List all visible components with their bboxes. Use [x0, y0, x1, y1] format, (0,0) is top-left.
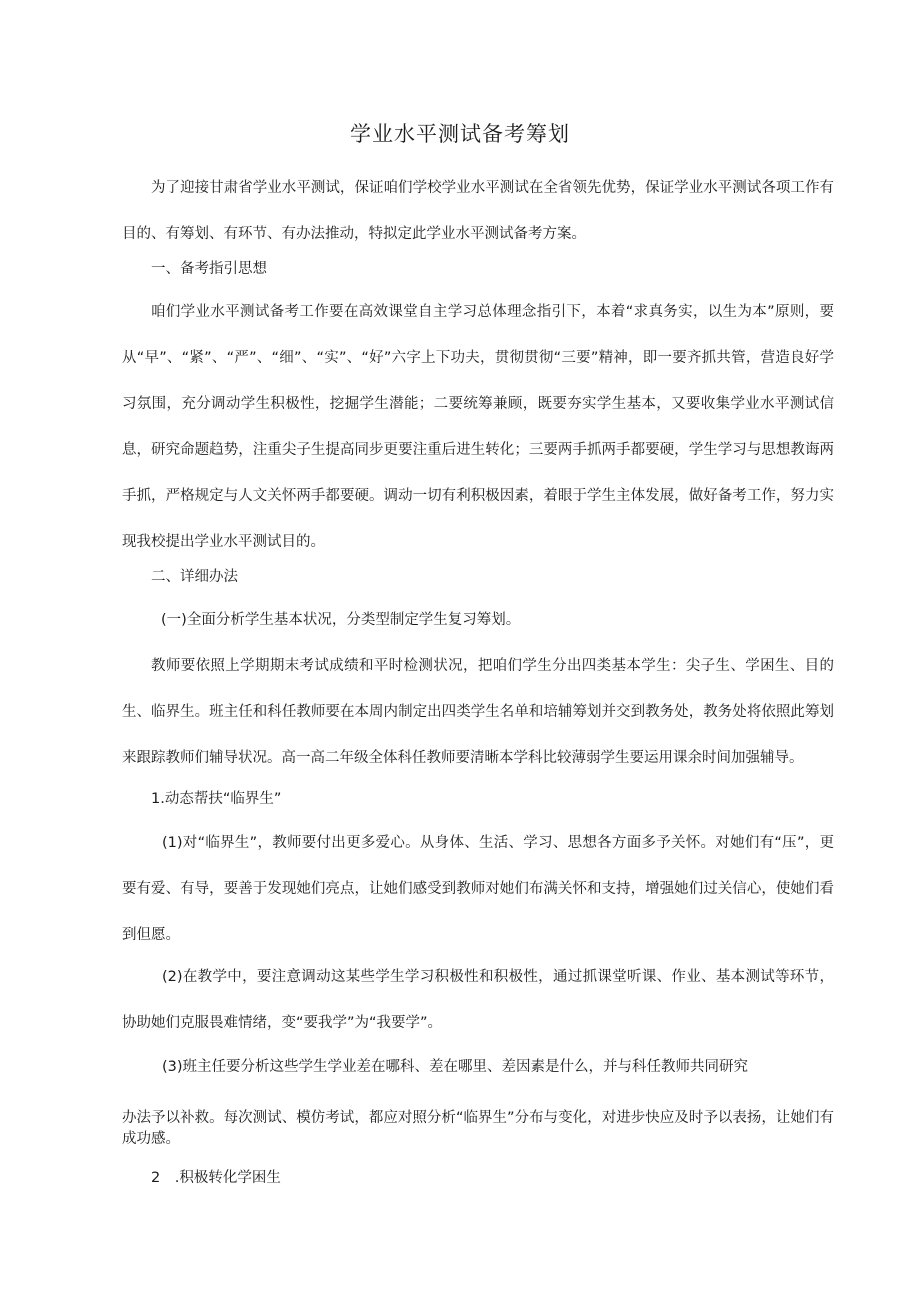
section-heading-measures: 二、详细办法 — [151, 569, 238, 585]
item-heading-struggling-students: 2 .积极转化学困生 — [151, 1170, 281, 1186]
analysis-paragraph: 教师要依照上学期期末考试成绩和平时检测状况，把咱们学生分出四类基本学生：尖子生、学困生、目的生、临界生。班主任和科任教师要在本周内制定出四类学生名单和培辅筹划并交到教务处，教务处将依照此筹划来跟踪教师们辅导状况。高一高二年级全体科任教师要清晰本学科比较薄弱学生要运用课余时间加强辅导。 — [122, 658, 834, 766]
borderline-paragraph-2: (2)在教学中，要注意调动这某些学生学习积极性和积极性，通过抓课堂听课、作业、基本测试等环节，协助她们克服畏难情绪，变“要我学”为“我要学”。 — [122, 969, 834, 1031]
intro-paragraph: 为了迎接甘肃省学业水平测试，保证咱们学校学业水平测试在全省领先优势，保证学业水平测试各项工作有目的、有筹划、有环节、有办法推动，特拟定此学业水平测试备考方案。 — [122, 180, 834, 242]
borderline-paragraph-3-line-1: (3)班主任要分析这些学生学业差在哪科、差在哪里、差因素是什么，并与科任教师共同研究 — [162, 1059, 749, 1075]
item-heading-borderline-students: 1.动态帮扶“临界生” — [151, 791, 282, 807]
borderline-paragraph-3-line-2: 办法予以补救。每次测试、模仿考试，都应对照分析“临界生”分布与变化，对进步快应及时予以表扬，让她们有成功感。 — [122, 1110, 834, 1147]
document-title: 学业水平测试备考筹划 — [350, 122, 570, 146]
subsection-heading-analysis: (一)全面分析学生基本状况，分类型制定学生复习筹划。 — [161, 612, 521, 628]
guiding-thought-paragraph: 咱们学业水平测试备考工作要在高效课堂自主学习总体理念指引下，本着“求真务实，以生为本”原则，要从“早”、“紧”、“严”、“细”、“实”、“好”六字上下功夫，贯彻贯彻“三要”精神，即一要齐抓共管，营造良好学习氛围，充分调动学生积极性，挖掘学生潜能；二要统筹兼顾，既要夯实学生基本，又要收集学业水平测试信息，研究命题趋势，注重尖子生提高同步更要注重后进生转化；三要两手抓两手都要硬，学生学习与思想教诲两手抓，严格规定与人文关怀两手都要硬。调动一切有利积极因素，着眼于学生主体发展，做好备考工作，努力实现我校提出学业水平测试目的。 — [122, 304, 834, 550]
section-heading-guiding-thought: 一、备考指引思想 — [151, 261, 267, 277]
borderline-paragraph-1: (1)对“临界生”，教师要付出更多爱心。从身体、生活、学习、思想各方面多予关怀。对她们有“压”，更要有爱、有导，要善于发现她们亮点，让她们感受到教师对她们布满关怀和支持，增强她们过关信心，使她们看到但愿。 — [122, 835, 834, 943]
